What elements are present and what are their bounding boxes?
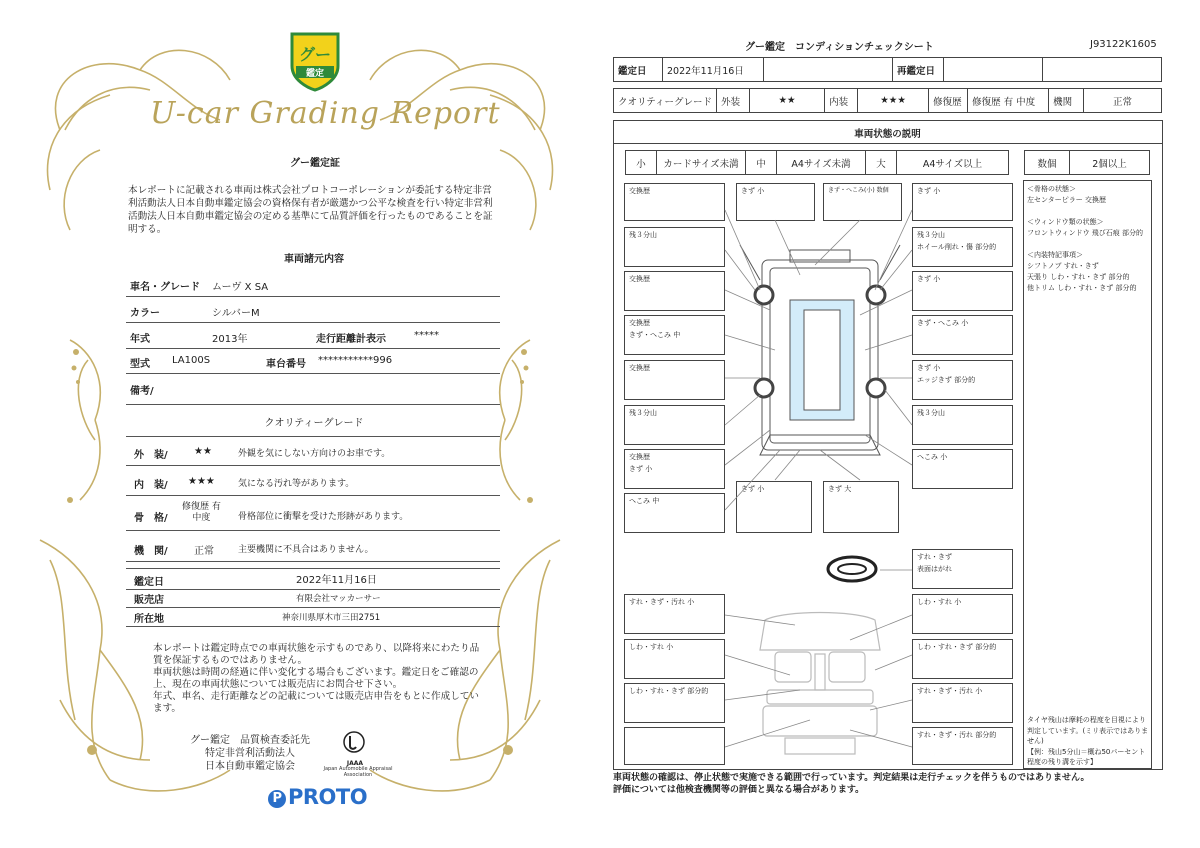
ext-label: 外装 xyxy=(717,89,750,113)
info-row-location xyxy=(126,608,500,627)
chassis-value: ***********996 xyxy=(318,355,393,366)
reappraisal-value xyxy=(944,58,1043,82)
interior-box-right-2: しわ・すれ・きず 部分的 xyxy=(912,639,1013,679)
count-desc: 2個以上 xyxy=(1070,151,1150,175)
grade-engine-value: 正常 xyxy=(194,546,214,557)
chassis-label: 車台番号 xyxy=(266,359,306,370)
svg-text:グー: グー xyxy=(298,45,332,64)
reappraisal-blank xyxy=(1043,58,1162,82)
date-table xyxy=(613,57,1162,82)
proto-mark-icon: P xyxy=(268,790,286,808)
appraisal-date-value: 2022年11月16日 xyxy=(663,58,764,82)
damage-box-top-2: きず・へこみ(小) 数個 xyxy=(823,183,902,221)
interior-box-right-4: すれ・きず・汚れ 部分的 xyxy=(912,727,1013,765)
size-mid-label: 中 xyxy=(746,151,777,175)
grade-row-engine xyxy=(126,533,500,562)
notice-text: 本レポートは鑑定時点での車両状態を示すものであり、以降将来にわたり品質を保証するものではありません。 車両状態は時間の経過に伴い変化する場合もございます。鑑定日をご確認の上、現在の車両状態については販売店にお問合せ下さい。 年式、車名、走行距離などの記載については販売店申告をもとに作成しています。 xyxy=(153,643,480,714)
footer-line-1: グー鑑定 品質検査委託先 xyxy=(190,735,310,746)
info-row-date xyxy=(126,568,500,590)
size-mid-desc: A4サイズ未満 xyxy=(777,151,866,175)
year-value: 2013年 xyxy=(212,334,248,345)
reappraisal-label: 再鑑定日 xyxy=(893,58,944,82)
quality-grade-table xyxy=(613,88,1162,113)
dealer-value: 有限会社マッカーサー xyxy=(296,594,381,604)
jaaa-text: Japan Automobile Appraisal Association xyxy=(323,766,393,778)
grade-engine-desc: 主要機関に不具合はありません。 xyxy=(238,545,374,555)
interior-box-right-1: しわ・すれ 小 xyxy=(912,594,1013,634)
certificate-body: 本レポートに記載される車両は株式会社プロトコーポレーションが委託する特定非営利活動法人日本自動車鑑定協会の資格保有者が厳選かつ公平な検査を行い特定非営利活動法人日本自動車鑑定協会の定める基準にて品質評価を行ったものであることを証明する。 xyxy=(128,185,493,235)
side-note: ＜骨格の状態＞ 左センターピラー 交換歴 ＜ウィンドウ類の状態＞ フロントウィンドウ 飛び石痕 部分的 ＜内装特記事項＞ シフトノブ すれ・きず 天張り しわ・すれ・きず 部分的 他トリム しわ・すれ・きず 部分的 xyxy=(1027,185,1144,292)
footer-line-2: 特定非営利活動法人 xyxy=(205,748,295,759)
damage-box-left-3: 交換歴 xyxy=(624,271,725,311)
interior-box-left-3: しわ・すれ・きず 部分的 xyxy=(624,683,725,723)
qg-label: クオリティーグレード xyxy=(614,89,717,113)
damage-box-right-4: きず・へこみ 小 xyxy=(912,315,1013,355)
spec-row-name xyxy=(126,276,500,297)
color-label: カラー xyxy=(130,308,160,319)
sheet-title: グー鑑定 コンディションチェックシート xyxy=(745,42,934,53)
damage-box-left-2: 残３分山 xyxy=(624,227,725,267)
repair-label: 修復歴 xyxy=(929,89,968,113)
size-large-label: 大 xyxy=(866,151,897,175)
damage-box-bottom-2: きず 大 xyxy=(823,481,899,533)
spec-row-year xyxy=(126,328,500,349)
count-legend-table xyxy=(1024,150,1150,175)
date-value: 2022年11月16日 xyxy=(296,575,377,586)
location-label: 所在地 xyxy=(134,614,164,625)
damage-box-right-5: きず 小 エッジきず 部分的 xyxy=(912,360,1013,400)
name-value: ムーヴ X SA xyxy=(212,282,269,293)
specs-heading: 車両諸元内容 xyxy=(284,254,344,265)
spec-row-remarks xyxy=(126,380,500,405)
damage-box-left-6: 残３分山 xyxy=(624,405,725,445)
location-value: 神奈川県厚木市三田2751 xyxy=(282,613,381,623)
name-label: 車名・グレード xyxy=(130,282,200,293)
size-small-desc: カードサイズ未満 xyxy=(657,151,746,175)
model-value: LA100S xyxy=(172,355,211,366)
date-blank xyxy=(764,58,893,82)
grade-interior-desc: 気になる汚れ等があります。 xyxy=(238,479,355,489)
damage-box-top-1: きず 小 xyxy=(736,183,815,221)
proto-wordmark: PROTO xyxy=(288,785,368,809)
damage-box-right-2: 残３分山 ホイール削れ・傷 部分的 xyxy=(912,227,1013,267)
appraisal-date-label: 鑑定日 xyxy=(614,58,663,82)
damage-box-left-5: 交換歴 xyxy=(624,360,725,400)
spec-row-color xyxy=(126,302,500,323)
sheet-id: J93122K1605 xyxy=(1090,39,1157,50)
damage-box-bottom-1: きず 小 xyxy=(736,481,812,533)
proto-logo xyxy=(268,785,367,809)
jaaa-name: JAAA xyxy=(346,760,364,767)
grade-row-exterior xyxy=(126,436,500,466)
year-label: 年式 xyxy=(130,334,150,345)
color-value: シルバーM xyxy=(212,308,260,319)
engine-value: 正常 xyxy=(1084,89,1162,113)
script-title: U-car Grading Report xyxy=(150,96,501,131)
interior-box-left-2: しわ・すれ 小 xyxy=(624,639,725,679)
footer-line-3: 日本自動車鑑定協会 xyxy=(205,761,295,772)
int-value: ★★★ xyxy=(858,89,929,113)
steering-box: すれ・きず 表面はがれ xyxy=(912,549,1013,589)
engine-label: 機関 xyxy=(1049,89,1084,113)
certificate-title: グー鑑定証 xyxy=(290,158,340,169)
quality-heading: クオリティーグレード xyxy=(264,418,364,429)
svg-text:鑑定: 鑑定 xyxy=(305,69,325,79)
vehicle-state-heading: 車両状態の説明 xyxy=(854,129,921,140)
spec-row-model xyxy=(126,353,500,374)
ext-value: ★★ xyxy=(750,89,825,113)
damage-box-left-1: 交換歴 xyxy=(624,183,725,221)
leader-lines xyxy=(600,150,1040,770)
mileage-label: 走行距離計表示 xyxy=(316,334,386,345)
grade-frame-desc: 骨格部位に衝撃を受けた形跡があります。 xyxy=(238,512,409,522)
int-label: 内装 xyxy=(825,89,858,113)
grade-exterior-value: ★★ xyxy=(194,446,212,457)
grade-frame-value: 修復歴 有 中度 xyxy=(182,502,221,523)
damage-box-left-4: 交換歴 きず・へこみ 中 xyxy=(624,315,725,355)
remarks-label: 備考/ xyxy=(130,386,154,397)
bottom-note: 車両状態の確認は、停止状態で実施できる範囲で行っています。判定結果は走行チェックを伴うものではありません。 評価については他検査機関等の評価と異なる場合があります。 xyxy=(613,773,1090,795)
mileage-value: ***** xyxy=(414,330,439,341)
grade-interior-value: ★★★ xyxy=(188,476,215,487)
footer-association xyxy=(170,734,330,773)
grade-exterior-label: 外 装/ xyxy=(134,450,168,461)
damage-box-left-7: 交換歴 きず 小 xyxy=(624,449,725,489)
grade-row-interior xyxy=(126,467,500,496)
damage-box-right-7: へこみ 小 xyxy=(912,449,1013,489)
tire-note: タイヤ残山は摩耗の程度を目視により判定しています。(ミリ表示ではありません) 【例：残山5分山＝概ね50パーセント程度の残り溝を示す】 xyxy=(1027,716,1149,766)
damage-box-right-1: きず 小 xyxy=(912,183,1013,221)
repair-value: 修復歴 有 中度 xyxy=(968,89,1049,113)
damage-box-right-3: きず 小 xyxy=(912,271,1013,311)
grade-frame-label: 骨 格/ xyxy=(134,513,168,524)
dealer-label: 販売店 xyxy=(134,595,164,606)
jaaa-logo-icon xyxy=(342,730,366,758)
damage-box-right-6: 残３分山 xyxy=(912,405,1013,445)
damage-box-left-8: へこみ 中 xyxy=(624,493,725,533)
info-row-dealer xyxy=(126,589,500,608)
model-label: 型式 xyxy=(130,359,150,370)
grade-row-frame xyxy=(126,498,500,531)
interior-box-left-1: すれ・きず・汚れ 小 xyxy=(624,594,725,634)
size-small-label: 小 xyxy=(626,151,657,175)
interior-box-right-3: すれ・きず・汚れ 小 xyxy=(912,683,1013,723)
count-label: 数個 xyxy=(1025,151,1070,175)
goo-appraisal-badge-icon xyxy=(286,30,344,92)
grade-exterior-desc: 外観を気にしない方向けのお車です。 xyxy=(238,449,391,459)
size-large-desc: A4サイズ以上 xyxy=(897,151,1009,175)
grade-engine-label: 機 関/ xyxy=(134,546,168,557)
date-label: 鑑定日 xyxy=(134,577,164,588)
grade-interior-label: 内 装/ xyxy=(134,480,168,491)
heading-divider xyxy=(613,143,1162,144)
